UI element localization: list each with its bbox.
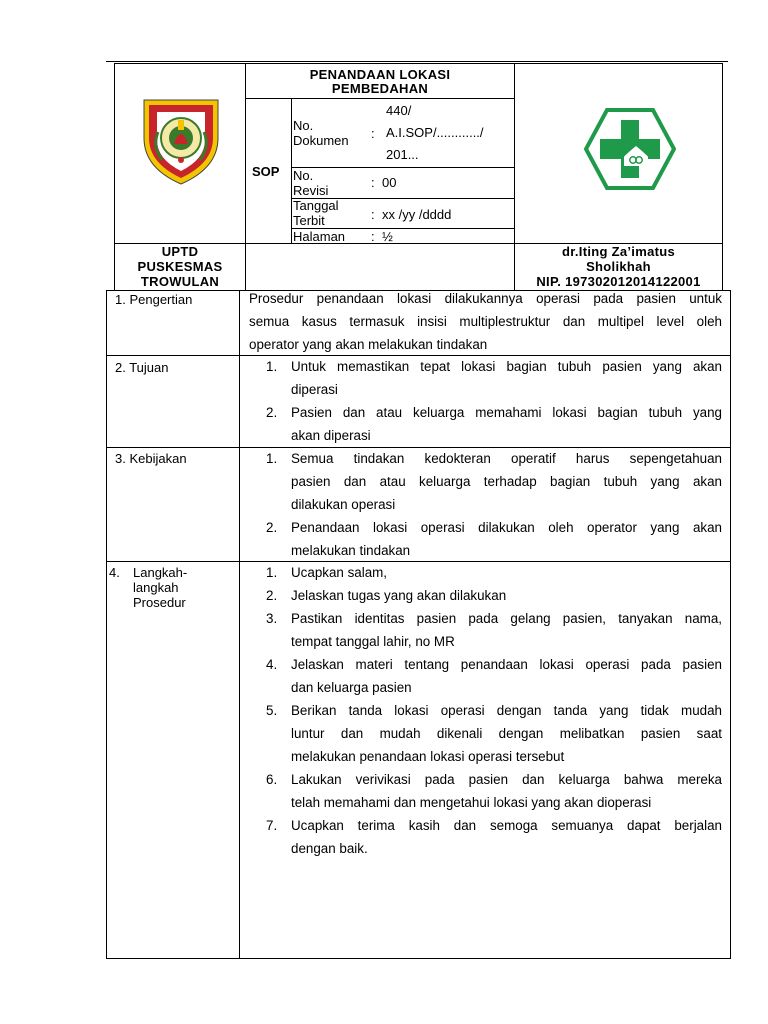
list-item-line: dilakukan operasi [291, 497, 396, 512]
section-label-line: Prosedur [133, 595, 186, 610]
list-item [239, 814, 722, 860]
field-value-line: 201... [386, 147, 419, 162]
list-item [239, 584, 722, 607]
field-colon: : [371, 229, 375, 244]
list-item-number: 1. [266, 451, 278, 466]
section-label-langkah [133, 565, 187, 610]
list-item [239, 607, 722, 653]
section-label-pengertian: 1. Pengertian [115, 292, 193, 307]
document-title-line1: PENANDAAN LOKASI [309, 67, 451, 82]
field-tanggal-terbit-value: xx /yy /dddd [382, 207, 452, 222]
field-no-revisi-value: 00 [382, 175, 397, 190]
list-item-number: 7. [266, 818, 278, 833]
field-colon: : [371, 207, 375, 222]
section-label-line: Langkah- [133, 565, 188, 580]
list-item [239, 768, 722, 814]
paragraph-line: semua kasus termasuk insisi multiplestruktur dan multipel level oleh [249, 314, 722, 329]
list-item-line: Untuk memastikan tepat lokasi bagian tubuh pasien yang akan [291, 359, 722, 374]
list-item [239, 561, 722, 584]
field-halaman-label: Halaman [293, 229, 346, 244]
list-item-line: dan keluarga pasien [291, 680, 412, 695]
list-item [239, 699, 722, 768]
field-value-line: A.I.SOP/............/ [386, 125, 484, 140]
document-title-line2: PEMBEDAHAN [331, 81, 429, 96]
paragraph-line: operator yang akan melakukan tindakan [249, 337, 488, 352]
list-item-line: akan diperasi [291, 428, 371, 443]
list-item-line: Jelaskan tugas yang akan dilakukan [291, 588, 507, 603]
list-item-number: 3. [266, 611, 278, 626]
list-item-line: Ucapkan terima kasih dan semoga semuanya dapat berjalan [291, 818, 722, 833]
list-item-line: Lakukan verivikasi pada pasien dan keluarga bahwa mereka [291, 772, 722, 787]
list-item-number: 1. [266, 359, 278, 374]
field-halaman-value: ½ [382, 229, 393, 244]
signer-nip: NIP. 197302012014122001 [536, 274, 701, 289]
section-label-langkah-number: 4. [109, 565, 120, 580]
organization-name [115, 244, 245, 289]
signer-name-line: Sholikhah [586, 259, 651, 274]
list-item-line: Jelaskan materi tentang penandaan lokasi operasi pada pasien [291, 657, 722, 672]
list-item-line: Pastikan identitas pasien pada gelang pasien, tanyakan nama, [291, 611, 722, 626]
section-label-line: langkah [133, 580, 179, 595]
list-item-number: 1. [266, 565, 278, 580]
field-no-dokumen-value [386, 100, 484, 166]
list-item [239, 355, 722, 401]
field-label-line: Revisi [293, 183, 329, 198]
signer-block [515, 244, 722, 289]
list-item-number: 2. [266, 588, 278, 603]
list-tujuan [239, 355, 722, 447]
list-item-line: Pasien dan atau keluarga memahami lokasi bagian tubuh yang [291, 405, 722, 420]
field-no-dokumen-label [293, 118, 349, 148]
list-item [239, 401, 722, 447]
list-item-number: 2. [266, 520, 278, 535]
list-item-line: melakukan tindakan [291, 543, 411, 558]
field-no-revisi-label [293, 168, 328, 198]
list-kebijakan [239, 447, 722, 562]
section-text-pengertian [249, 287, 722, 356]
paragraph-line: Prosedur penandaan lokasi dilakukannya operasi pada pasien untuk [249, 291, 722, 306]
list-item-line: diperasi [291, 382, 338, 397]
organization-name-line: UPTD [161, 244, 199, 259]
field-label-line: Dokumen [293, 133, 349, 148]
list-item-line: Ucapkan salam, [291, 565, 388, 580]
list-item [239, 516, 722, 562]
field-tanggal-terbit-label [293, 198, 339, 228]
list-item-line: Semua tindakan kedokteran operatif harus sepengetahuan [291, 451, 722, 466]
field-colon: : [371, 175, 375, 190]
section-label-tujuan: 2. Tujuan [115, 360, 169, 375]
list-item-line: tempat tanggal lahir, no MR [291, 634, 455, 649]
list-item-number: 2. [266, 405, 278, 420]
list-item [239, 653, 722, 699]
list-item-number: 6. [266, 772, 278, 787]
field-colon: : [371, 126, 375, 141]
puskesmas-green-cross-icon [584, 108, 676, 190]
field-label-line: No. [293, 118, 314, 133]
field-value-line: 440/ [386, 103, 412, 118]
list-item-line: pasien dan atau keluarga terhadap bagian tubuh yang akan [291, 474, 722, 489]
list-item-line: telah memahami dan mengetahui lokasi yang akan dioperasi [291, 795, 652, 810]
list-item-line: dengan baik. [291, 841, 368, 856]
organization-name-line: PUSKESMAS [137, 259, 223, 274]
list-item [239, 447, 722, 516]
regional-government-emblem-icon [136, 94, 226, 186]
field-label-line: No. [293, 168, 314, 183]
list-item-number: 4. [266, 657, 278, 672]
list-item-line: Berikan tanda lokasi operasi dengan tanda yang tidak mudah [291, 703, 722, 718]
list-item-line: luntur dan mudah dikenali dengan melibatkan pasien saat [291, 726, 722, 741]
field-label-line: Terbit [293, 213, 325, 228]
field-label-line: Tanggal [293, 198, 339, 213]
section-label-kebijakan: 3. Kebijakan [115, 451, 187, 466]
list-item-line: Penandaan lokasi operasi dilakukan oleh operator yang akan [291, 520, 722, 535]
list-langkah-prosedur [239, 561, 722, 860]
sop-label: SOP [252, 164, 280, 179]
list-item-number: 5. [266, 703, 278, 718]
signer-name-line: dr.Iting Za’imatus [561, 244, 676, 259]
list-item-line: melakukan penandaan lokasi operasi tersebut [291, 749, 565, 764]
organization-name-line: TROWULAN [140, 274, 220, 289]
